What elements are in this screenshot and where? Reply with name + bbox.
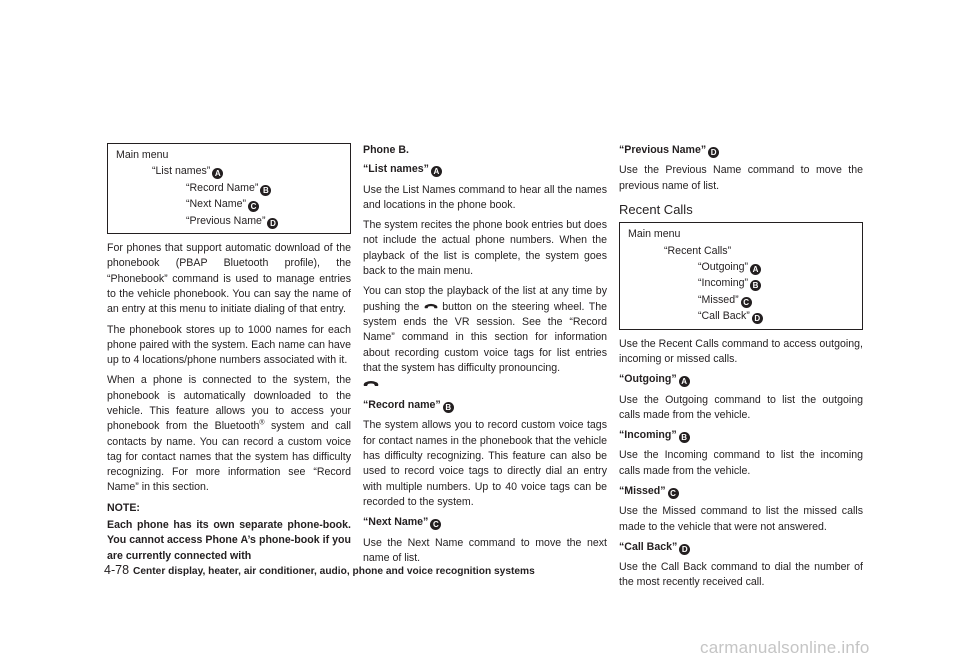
badge-d-icon: D (708, 147, 719, 158)
phone-handset-icon (363, 380, 379, 388)
paragraph: For phones that support automatic download of the phonebook (PBAP Bluetooth profile), the “Phonebook” command is used to manage entries to the vehicle phonebook. You can say the name of an entry at this menu to initiate dialing of that entry. (107, 242, 351, 316)
menu-sub: “Recent Calls” (664, 244, 732, 257)
watermark: carmanualsonline.info (700, 638, 870, 657)
column-2 (363, 143, 607, 571)
heading-previous-name: “Previous Name” D (619, 143, 863, 158)
paragraph: Use the Call Back command to dial the number of the most recently received call. (619, 561, 863, 589)
menu-sub: “List names” A (116, 163, 342, 179)
heading-incoming: “Incoming” B (619, 428, 863, 443)
heading-record-name: “Record name” B (363, 398, 607, 413)
badge-b-icon: B (679, 432, 690, 443)
section-title: Recent Calls (619, 201, 693, 217)
heading-outgoing: “Outgoing” A (619, 372, 863, 387)
note-text: Each phone has its own separate phone-book. You cannot access Phone A’s phone-book if you are currently connected with (107, 519, 351, 562)
recent-calls-menu-box (619, 222, 863, 329)
paragraph: Use the Incoming command to list the incoming calls made from the vehicle. (619, 449, 863, 477)
badge-a-icon: A (431, 166, 442, 177)
paragraph: Use the Outgoing command to list the outgoing calls made from the vehicle. (619, 393, 863, 421)
paragraph: Use the Missed command to list the missed calls made to the vehicle that were not answered. (619, 505, 863, 533)
heading-next-name: “Next Name” C (363, 515, 607, 530)
badge-d-icon: D (752, 313, 763, 324)
menu-item: “Previous Name” D (116, 213, 342, 229)
heading-call-back: “Call Back” D (619, 540, 863, 555)
page-number: 4-78 (104, 563, 130, 577)
phone-handset-icon (424, 303, 438, 310)
column-1 (107, 143, 351, 569)
badge-c-icon: C (248, 201, 259, 212)
badge-c-icon: C (430, 519, 441, 530)
paragraph: Use the Recent Calls command to access outgoing, incoming or missed calls. (619, 337, 863, 365)
menu-item: “Outgoing” A (628, 259, 854, 275)
menu-item: “Missed” C (628, 292, 854, 308)
heading-list-names: “List names” A (363, 162, 607, 177)
badge-a-icon: A (212, 168, 223, 179)
footer-title: Center display, heater, air conditioner, audio, phone and voice recognition systems (133, 566, 535, 577)
paragraph: The phonebook stores up to 1000 names for each phone paired with the system. Each name can have up to 4 locations/phone numbers associated with it. (107, 323, 351, 367)
badge-d-icon: D (679, 544, 690, 555)
paragraph: Use the Previous Name command to move the previous name of list. (619, 164, 863, 192)
paragraph: Use the List Names command to hear all the names and locations in the phone book. (363, 183, 607, 211)
badge-a-icon: A (679, 376, 690, 387)
menu-item: “Record Name” B (116, 180, 342, 196)
menu-main: Main menu (628, 228, 681, 241)
column-3 (619, 143, 863, 596)
note-label: NOTE: (107, 501, 140, 514)
paragraph: You can stop the playback of the list at any time by pushing the button on the steering wheel. The system ends the VR session. See the “Record Name” command in this section for information about recording custom voice tags for list entries that the system has difficulty pronouncing. (363, 285, 607, 374)
badge-d-icon: D (267, 218, 278, 229)
badge-c-icon: C (668, 488, 679, 499)
badge-c-icon: C (741, 297, 752, 308)
badge-a-icon: A (750, 264, 761, 275)
phone-icon-mark (363, 378, 607, 394)
menu-item: “Call Back” D (628, 308, 854, 324)
registered-mark: ® (259, 419, 265, 427)
menu-item: “Next Name” C (116, 196, 342, 212)
paragraph: When a phone is connected to the system, the phonebook is automatically downloaded to the vehicle. This feature allows you to access your phonebook from the Bluetooth® system and call contacts by name. You can record a custom voice tag for contact names that the system has difficulty recognizing. For more information see “Record Name” in this section. (107, 374, 351, 494)
heading-missed: “Missed” C (619, 484, 863, 499)
page-footer (104, 563, 535, 577)
continued-text: Phone B. (363, 144, 409, 156)
phonebook-menu-box (107, 143, 351, 234)
paragraph: Use the Next Name command to move the next name of list. (363, 536, 607, 564)
menu-main: Main menu (116, 149, 169, 161)
badge-b-icon: B (260, 185, 271, 196)
badge-b-icon: B (443, 402, 454, 413)
paragraph: The system recites the phone book entries but does not include the actual phone numbers. When the playback of the list is complete, the system goes back to the main menu. (363, 219, 607, 278)
menu-item: “Incoming” B (628, 275, 854, 291)
paragraph: The system allows you to record custom voice tags for contact names in the phonebook that the vehicle has difficulty recognizing. This feature can also be used to record voice tags to directly dial an entry with multiple numbers. Up to 40 voice tags can be recorded to the system. (363, 419, 607, 508)
badge-b-icon: B (750, 280, 761, 291)
